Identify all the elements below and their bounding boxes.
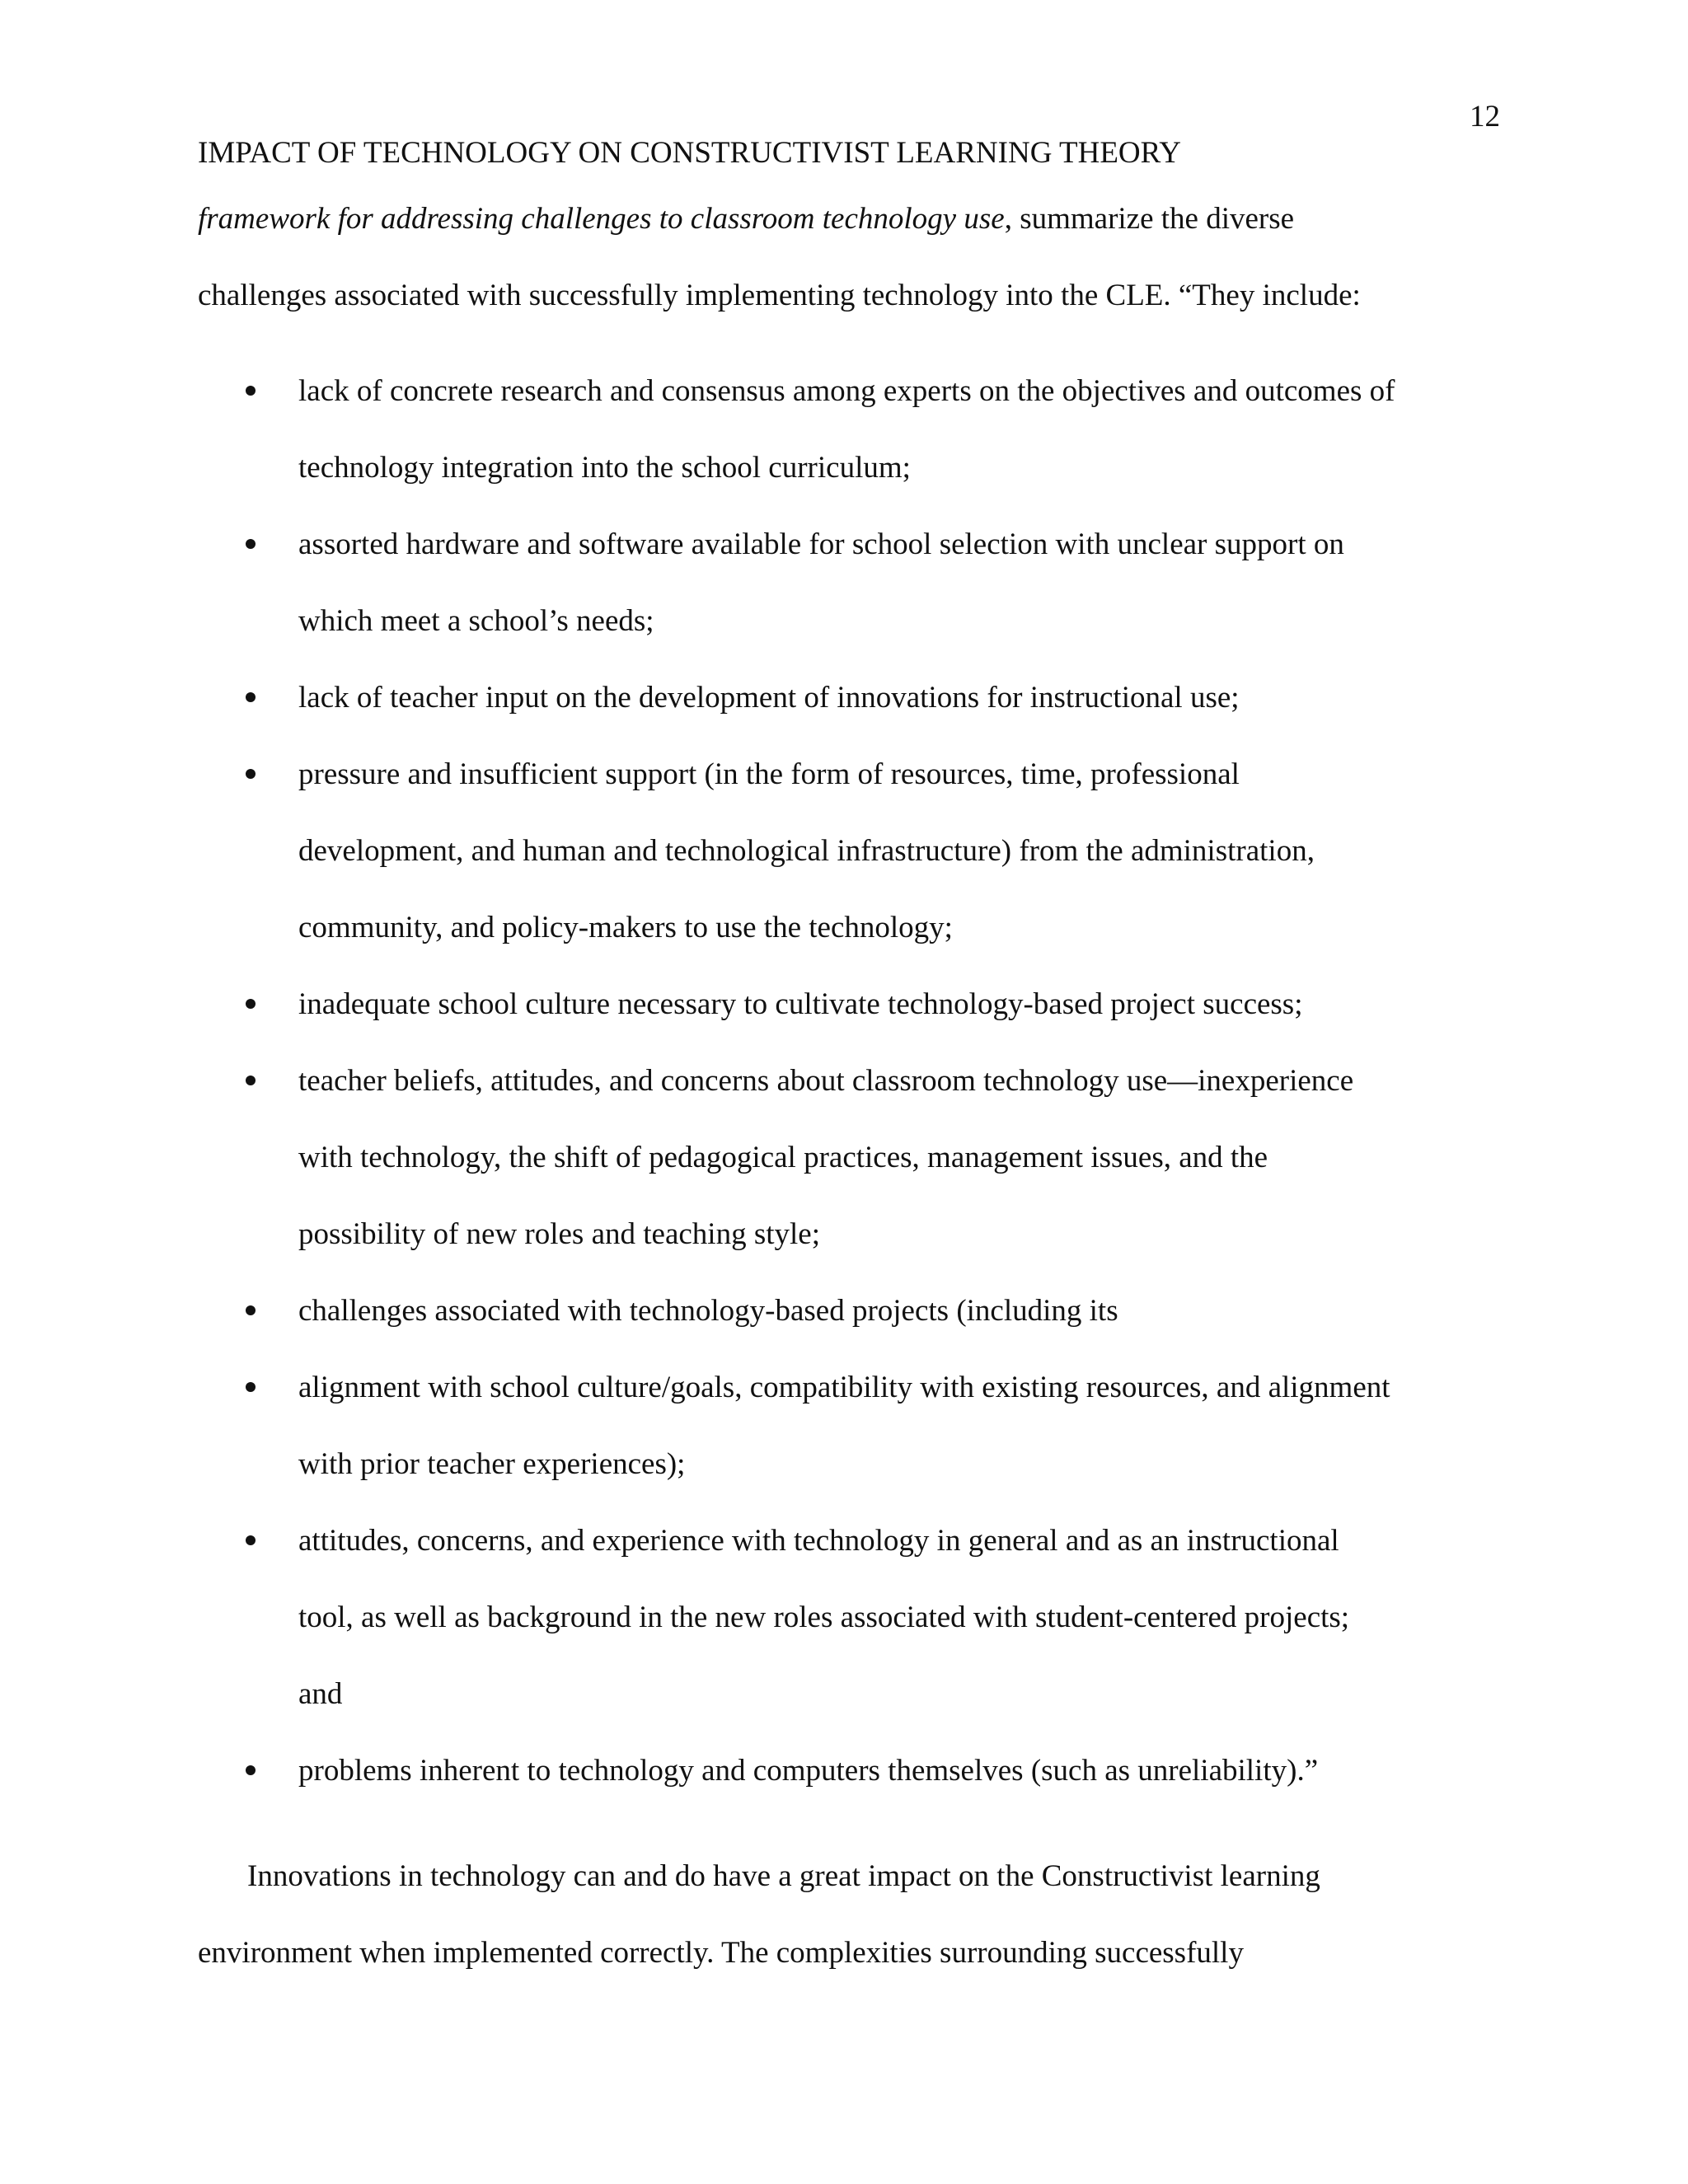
bullet-text-line: with prior teacher experiences);: [298, 1447, 686, 1481]
bullet-dot-icon: [246, 1076, 256, 1085]
challenges-bullet-list: [198, 353, 1500, 1809]
bullet-item: [198, 506, 1500, 659]
bullet-text-line: technology integration into the school curriculum;: [298, 451, 911, 485]
bullet-text-line: teacher beliefs, attitudes, and concerns about classroom technology use—inexperience: [298, 1064, 1354, 1098]
running-head: IMPACT OF TECHNOLOGY ON CONSTRUCTIVIST LEARNING THEORY: [198, 136, 1181, 170]
bullet-dot-icon: [246, 999, 256, 1009]
bullet-text-line: and: [298, 1677, 343, 1711]
bullet-item: [198, 659, 1500, 736]
closing-paragraph: [198, 1838, 1500, 1991]
bullet-item: [198, 1043, 1500, 1272]
bullet-text-line: with technology, the shift of pedagogical practices, management issues, and the: [298, 1141, 1268, 1174]
cited-work-title: framework for addressing challenges to classroom technology use: [198, 202, 1005, 236]
bullet-text-line: attitudes, concerns, and experience with technology in general and as an instructional: [298, 1524, 1339, 1558]
bullet-dot-icon: [246, 386, 256, 396]
intro-line-1: [198, 180, 1500, 257]
bullet-text-line: assorted hardware and software available for school selection with unclear support on: [298, 527, 1344, 561]
bullet-item: [198, 1732, 1500, 1809]
bullet-dot-icon: [246, 1382, 256, 1392]
bullet-item: [198, 736, 1500, 966]
bullet-dot-icon: [246, 1535, 256, 1545]
intro-line-2: challenges associated with successfully implementing technology into the CLE. “They include:: [198, 279, 1361, 312]
bullet-text-line: possibility of new roles and teaching style;: [298, 1217, 820, 1251]
bullet-item: [198, 353, 1500, 506]
bullet-item: [198, 1502, 1500, 1732]
intro-line-1-rest: , summarize the diverse: [1004, 202, 1295, 236]
page-number: 12: [1470, 100, 1500, 134]
bullet-text-line: lack of teacher input on the development of innovations for instructional use;: [298, 681, 1240, 715]
bullet-text-line: challenges associated with technology-based projects (including its: [298, 1294, 1118, 1328]
bullet-text-line: problems inherent to technology and computers themselves (such as unreliability).”: [298, 1754, 1319, 1788]
bullet-item: [198, 1349, 1500, 1502]
bullet-dot-icon: [246, 769, 256, 779]
bullet-item: [198, 1272, 1500, 1349]
bullet-dot-icon: [246, 692, 256, 702]
bullet-text-line: pressure and insufficient support (in the form of resources, time, professional: [298, 757, 1240, 791]
closing-line-1: Innovations in technology can and do have a great impact on the Constructivist learning: [247, 1859, 1320, 1893]
bullet-text-line: lack of concrete research and consensus among experts on the objectives and outcomes of: [298, 374, 1395, 408]
bullet-text-line: community, and policy-makers to use the technology;: [298, 911, 953, 944]
bullet-dot-icon: [246, 1765, 256, 1775]
bullet-dot-icon: [246, 539, 256, 549]
closing-line-2: environment when implemented correctly. The complexities surrounding successfully: [198, 1936, 1244, 1970]
bullet-item: [198, 966, 1500, 1043]
bullet-text-line: development, and human and technological infrastructure) from the administration,: [298, 834, 1315, 868]
bullet-text-line: inadequate school culture necessary to cultivate technology-based project success;: [298, 987, 1303, 1021]
intro-paragraph: [198, 180, 1500, 334]
bullet-dot-icon: [246, 1305, 256, 1315]
bullet-text-line: which meet a school’s needs;: [298, 604, 654, 638]
bullet-text-line: alignment with school culture/goals, compatibility with existing resources, and alignment: [298, 1371, 1390, 1404]
bullet-text-line: tool, as well as background in the new roles associated with student-centered projects;: [298, 1601, 1350, 1634]
